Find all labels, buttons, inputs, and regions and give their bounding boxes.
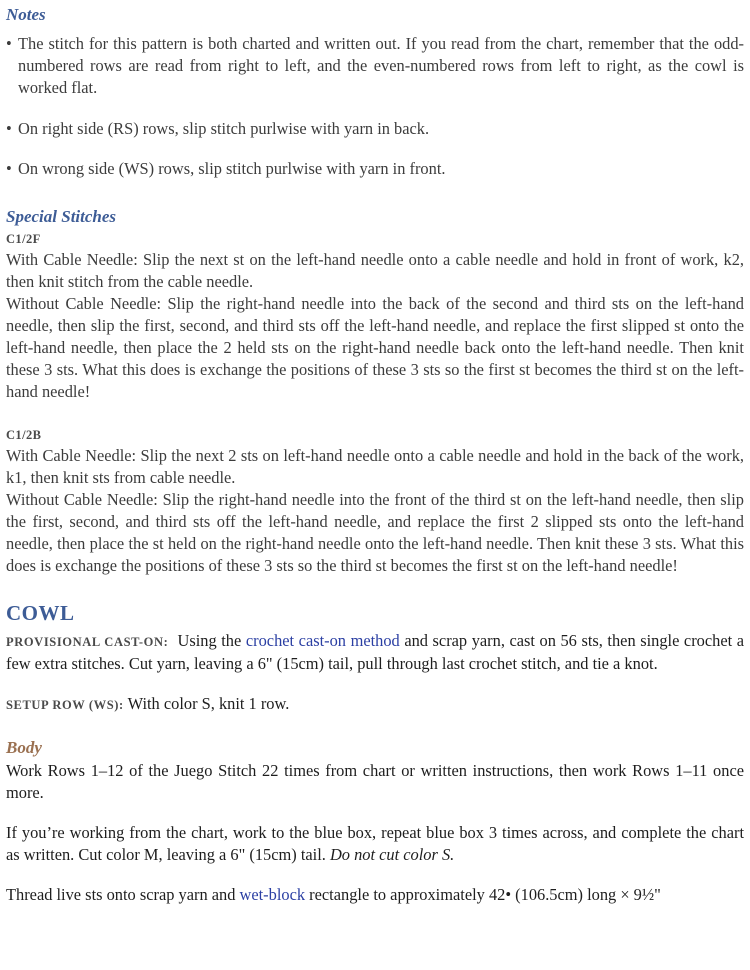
notes-bullet-3 — [6, 158, 744, 180]
notes-heading: Notes — [6, 5, 46, 24]
c12f-without-cable: Without Cable Needle: Slip the right-hand needle into the back of the second and third sts on the left-hand needle, then slip the first, second, and third sts off the left-hand needle, and replace the first slipped st onto the left-hand needle, then place the 2 held sts on the right-hand needle back onto the left-hand needle. Then knit these 3 sts. What this does is exchange the positions of these 3 sts so the first st becomes the third st on the left-hand needle! — [6, 294, 744, 401]
wet-block-link[interactable]: wet-block — [239, 885, 306, 904]
body-para-3 — [6, 884, 744, 906]
crochet-cast-on-link[interactable]: crochet cast-on method — [245, 631, 400, 650]
c12b-with-cable: With Cable Needle: Slip the next 2 sts on left-hand needle onto a cable needle and hold in the back of the work, k1, then knit sts from cable needle. — [6, 446, 744, 487]
bullet-dot: • — [6, 159, 12, 178]
c12f-label: C1/2F — [6, 232, 41, 246]
cowl-heading: COWL — [6, 601, 75, 625]
setup-row — [6, 693, 744, 716]
c12b-without-cable: Without Cable Needle: Slip the right-hand needle into the front of the third st on the left-hand needle, then slip the first, second, and third sts off the left-hand needle, and replace the first 2 slipped sts onto the left-hand needle, then place the st held on the right-hand needle onto the left-hand needle. Then knit these 3 sts. What this does is exchange the positions of these 3 sts so the third st becomes the first st on the left-hand needle! — [6, 490, 744, 575]
body-para-2 — [6, 822, 744, 866]
body-heading: Body — [6, 738, 42, 757]
provisional-cast-on — [6, 630, 744, 675]
bullet-dot: • — [6, 34, 12, 53]
body-para-3-after: rectangle to approximately 42• (106.5cm) long × 9½" — [309, 885, 661, 904]
bullet-dot: • — [6, 119, 12, 138]
special-stitches-heading: Special Stitches — [6, 207, 117, 226]
provisional-text-before: Using the — [177, 631, 242, 650]
setup-label: SETUP ROW (WS): — [6, 698, 124, 712]
body-para-2-text: If you’re working from the chart, work to the blue box, repeat blue box 3 times across, and complete the chart as written. Cut color M, leaving a 6" (15cm) tail. — [6, 823, 744, 864]
body-para-1: Work Rows 1–12 of the Juego Stitch 22 times from chart or written instructions, then work Rows 1–11 once more. — [6, 761, 744, 802]
notes-bullet-2 — [6, 118, 744, 140]
body-para-3-before: Thread live sts onto scrap yarn and — [6, 885, 236, 904]
provisional-label: PROVISIONAL CAST-ON: — [6, 635, 169, 649]
c12b-label: C1/2B — [6, 428, 42, 442]
setup-text: With color S, knit 1 row. — [127, 694, 290, 713]
notes-bullet-1 — [6, 33, 744, 99]
notes-bullet-text: The stitch for this pattern is both charted and written out. If you read from the chart, remember that the odd-numbered rows are read from right to left, and the even-numbered rows from left to right, as the cowl is worked flat. — [18, 34, 744, 97]
notes-bullet-text: On wrong side (WS) rows, slip stitch purlwise with yarn in front. — [18, 159, 446, 178]
body-para-2-italic: Do not cut color S. — [329, 845, 455, 864]
provisional-text-after: and scrap yarn, cast on 56 sts, then single crochet a few extra stitches. Cut yarn, leaving a 6" (15cm) tail, pull through last crochet stitch, and tie a knot. — [6, 631, 744, 673]
notes-bullet-text: On right side (RS) rows, slip stitch purlwise with yarn in back. — [18, 119, 430, 138]
c12f-with-cable: With Cable Needle: Slip the next st on the left-hand needle onto a cable needle and hold in front of work, k2, then knit stitch from the cable needle. — [6, 250, 744, 291]
